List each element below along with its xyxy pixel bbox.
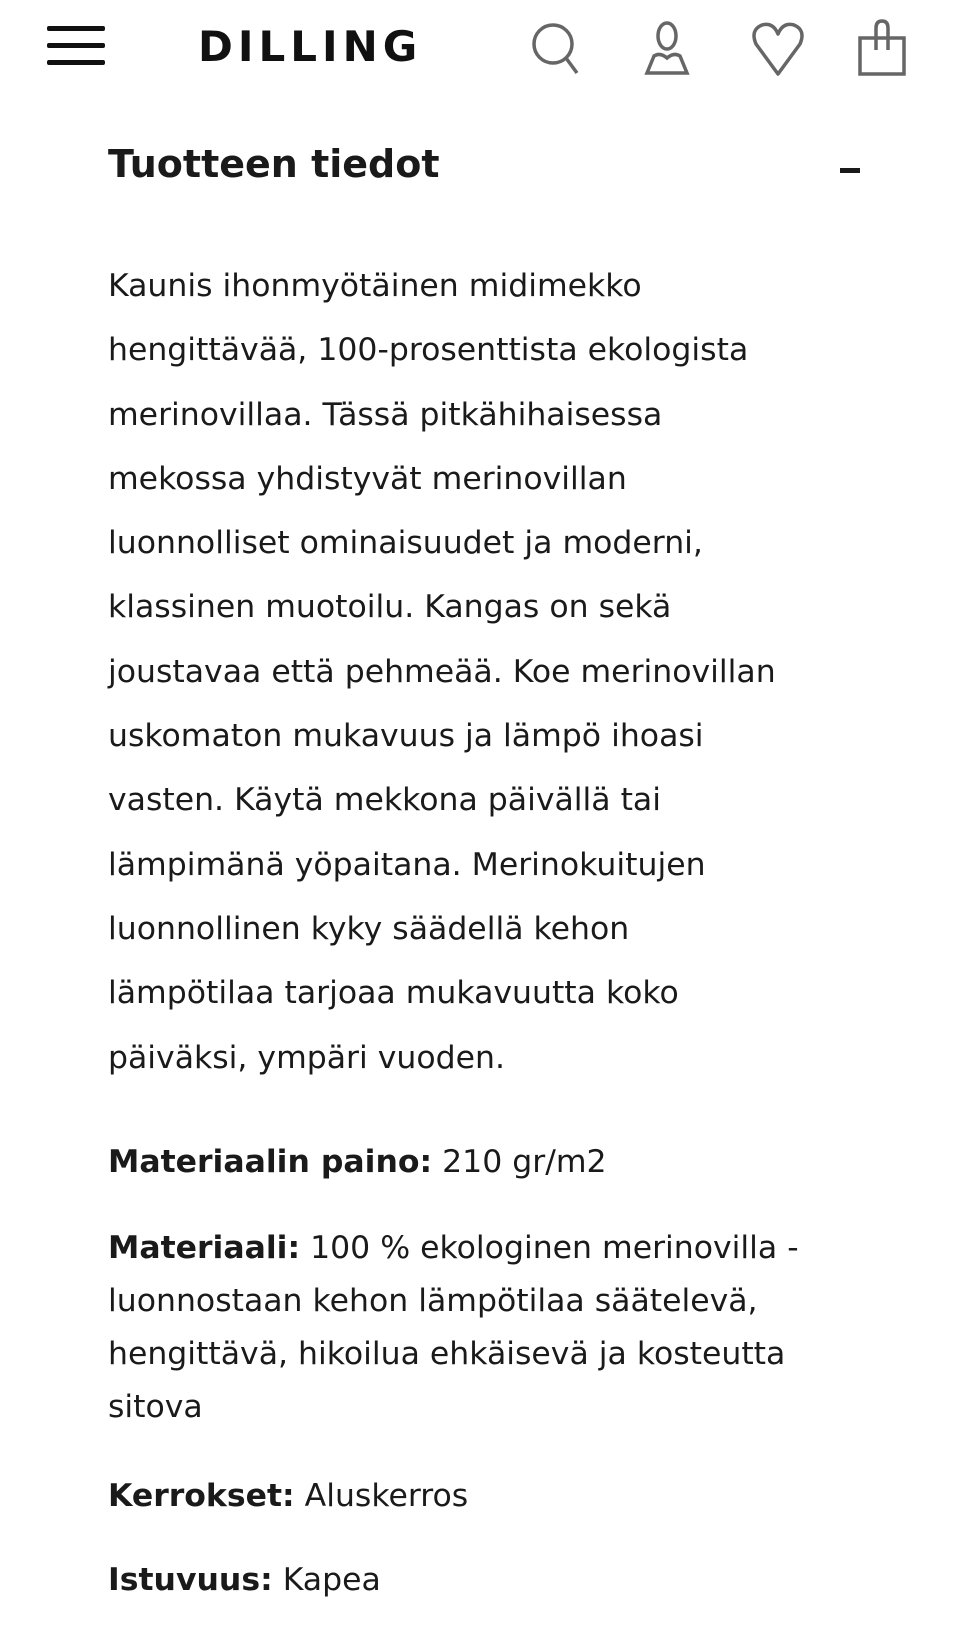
description-line: lämpimänä yöpaitana. Merinokuitujen	[108, 846, 706, 883]
heart-icon[interactable]	[748, 18, 808, 78]
description-line: Kaunis ihonmyötäinen midimekko	[108, 268, 642, 304]
description-line: vasten. Käytä mekkona päivällä tai	[108, 782, 661, 819]
account-icon[interactable]	[637, 18, 697, 78]
search-icon[interactable]	[527, 18, 587, 78]
description-line: luonnollinen kyky säädellä kehon	[108, 910, 630, 947]
site-header	[0, 0, 960, 100]
description-line: merinovillaa. Tässä pitkähihaisessa	[108, 396, 663, 433]
spec-weight: Materiaalin paino: 210 gr/m2	[108, 1144, 607, 1180]
description-line: joustavaa että pehmeää. Koe merinovillan	[108, 653, 776, 690]
bag-icon[interactable]	[852, 18, 912, 78]
product-description	[108, 254, 776, 1090]
description-line: päiväksi, ympäri vuoden.	[108, 1039, 505, 1076]
description-line: hengittävää, 100-prosenttista ekologista	[108, 332, 749, 369]
collapse-toggle[interactable]	[840, 168, 860, 173]
description-line: uskomaton mukavuus ja lämpö ihoasi	[108, 718, 704, 755]
spec-material: Materiaali: 100 % ekologinen merinovilla - luonnostaan kehon lämpötilaa säätelevä, hengittävä, hikoilua ehkäisevä ja kosteutta sitova	[108, 1230, 799, 1425]
description-line: lämpötilaa tarjoaa mukavuutta koko	[108, 975, 679, 1012]
logo[interactable]: DILLING	[198, 22, 423, 71]
spec-fit: Istuvuus: Kapea	[108, 1562, 381, 1598]
description-line: luonnolliset ominaisuudet ja moderni,	[108, 525, 703, 562]
menu-icon[interactable]	[47, 26, 105, 66]
description-line: klassinen muotoilu. Kangas on sekä	[108, 589, 672, 626]
section-title[interactable]: Tuotteen tiedot	[108, 142, 440, 186]
description-line: mekossa yhdistyvät merinovillan	[108, 460, 627, 497]
spec-layers: Kerrokset: Aluskerros	[108, 1478, 469, 1514]
